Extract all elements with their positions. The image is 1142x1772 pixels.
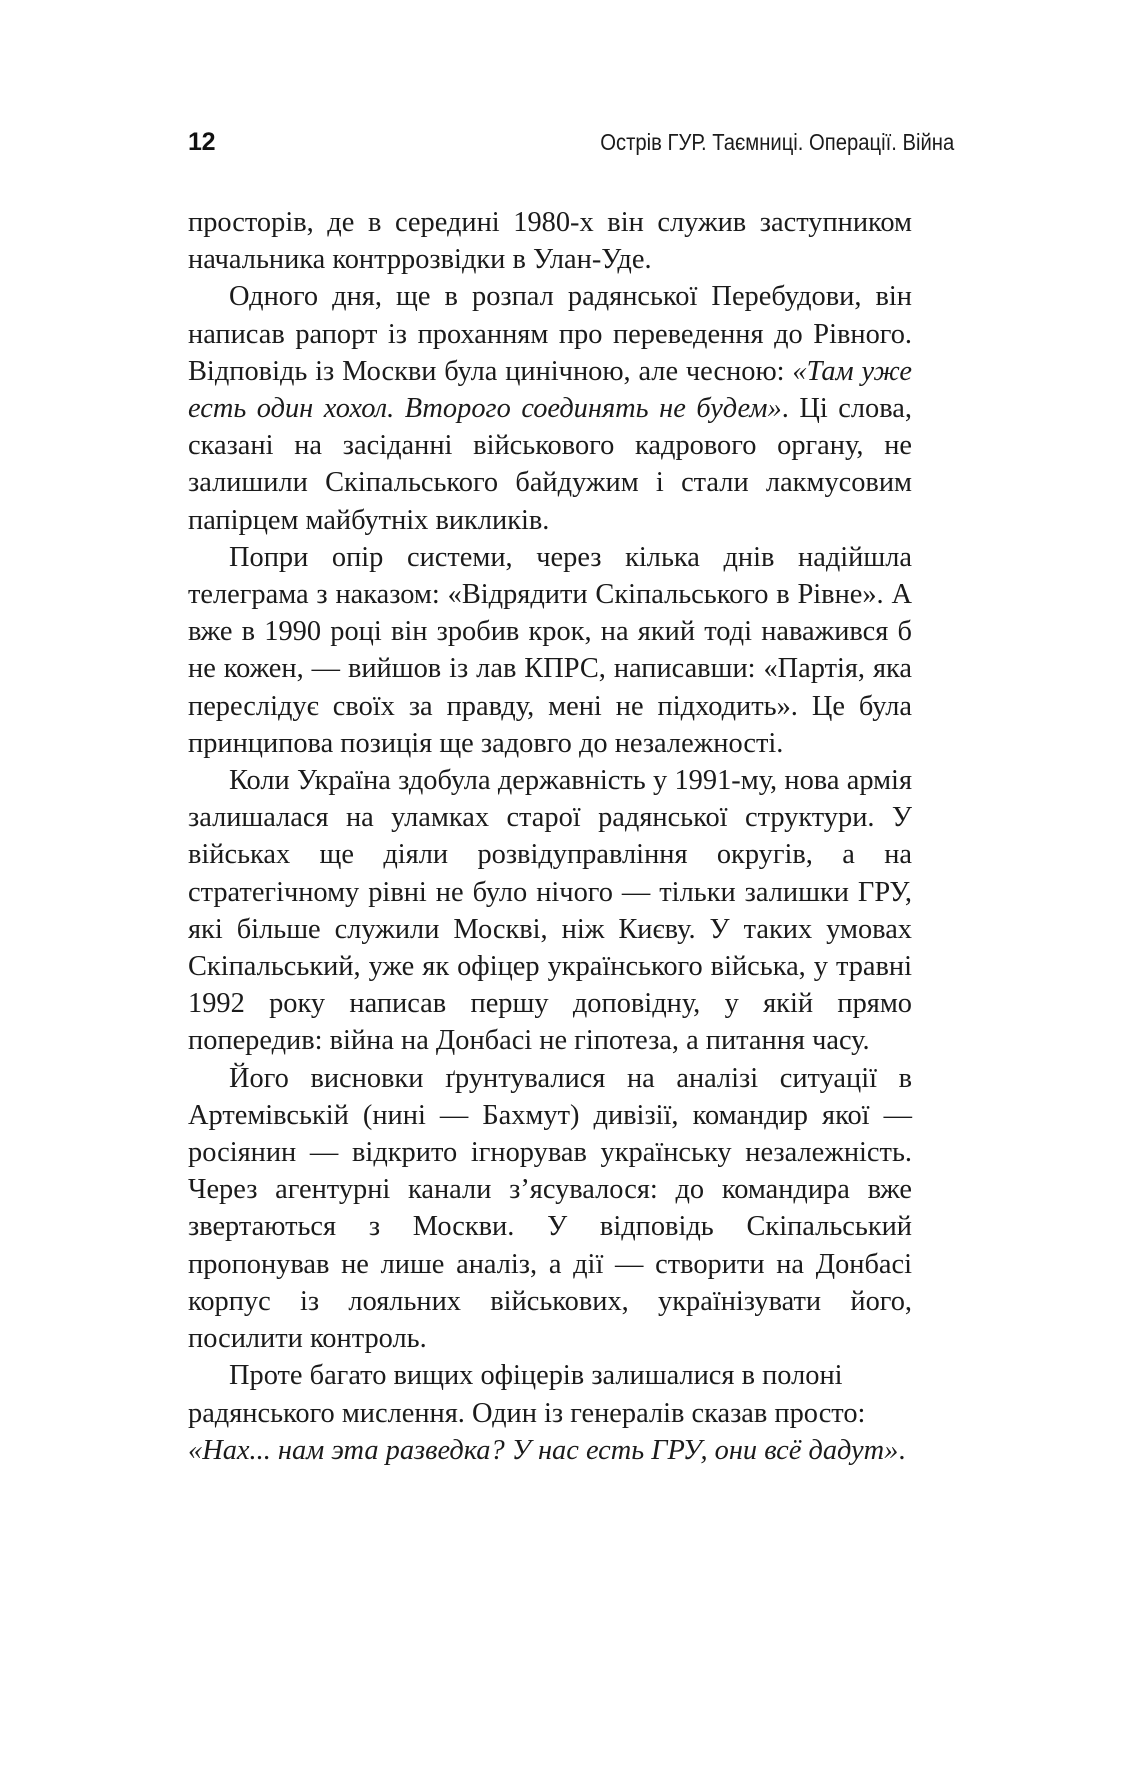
paragraph	[188, 278, 912, 538]
quote-italic: «Нах... нам эта разведка? У нас есть ГРУ, они всё дадут»	[188, 1434, 899, 1466]
text-run: просторів, де в середині 1980-х він служив заступником начальника контррозвідки в Улан-Уде.	[188, 207, 912, 276]
text-run: . Ці слова, сказані на засіданні військового кадрового органу, не залишили Скіпальського байдужим і стали лакмусовим папірцем майбутніх викликів.	[188, 393, 912, 536]
running-title: Острів ГУР. Таємниці. Операції. Війна	[600, 129, 954, 155]
text-run: .	[898, 1434, 906, 1466]
paragraph	[188, 204, 912, 278]
quote-italic: «Там уже есть один хохол. Второго соединять не будем»	[188, 355, 912, 425]
running-head	[188, 130, 954, 164]
text-run: Його висновки ґрунтувалися на аналізі ситуації в Артемівській (нині — Бахмут) дивізії, командир якої — росіянин — відкрито ігнорував українську незалежність. Через агентурні канали з’ясувалося: до командира вже звертаються з Москви. У відповідь Скіпальський пропонував не лише аналіз, а дії — створити на Донбасі корпус із лояльних військових, українізувати його, посилити контроль.	[188, 1062, 912, 1355]
text-run: Коли Україна здобула державність у 1991-му, нова армія залишалася на уламках старої радянської структури. У військах ще діяли розвідуправління округів, а на стратегічному рівні не було нічого — тільки залишки ГРУ, які більше служили Москві, ніж Києву. У таких умовах Скіпальський, уже як офіцер українського війська, у травні 1992 року написав першу доповідну, у якій прямо попередив: війна на Донбасі не гіпотеза, а питання часу.	[188, 765, 912, 1057]
text-run: Одного дня, ще в розпал радянської Перебудови, він написав рапорт із проханням про переведення до Рівного. Відповідь із Москви була цинічною, але чесною:	[188, 281, 912, 387]
page-number: 12	[188, 128, 216, 156]
paragraph	[188, 762, 912, 1060]
text-run: Проте багато вищих офіцерів залишалися в полоні радянського мислення. Один із генералів сказав просто:	[188, 1360, 866, 1429]
paragraph	[188, 539, 912, 762]
body-text	[188, 204, 912, 1469]
paragraph	[188, 1060, 912, 1358]
text-run: Попри опір системи, через кілька днів надійшла телеграма з наказом: «Відрядити Скіпальського в Рівне». А вже в 1990 році він зробив крок, на який тоді наважився б не кожен, — вийшов із лав КПРС, написавши: «Партія, яка переслідує своїх за правду, мені не підходить». Це була принципова позиція ще задовго до незалежності.	[188, 541, 912, 759]
paragraph	[188, 1357, 912, 1469]
